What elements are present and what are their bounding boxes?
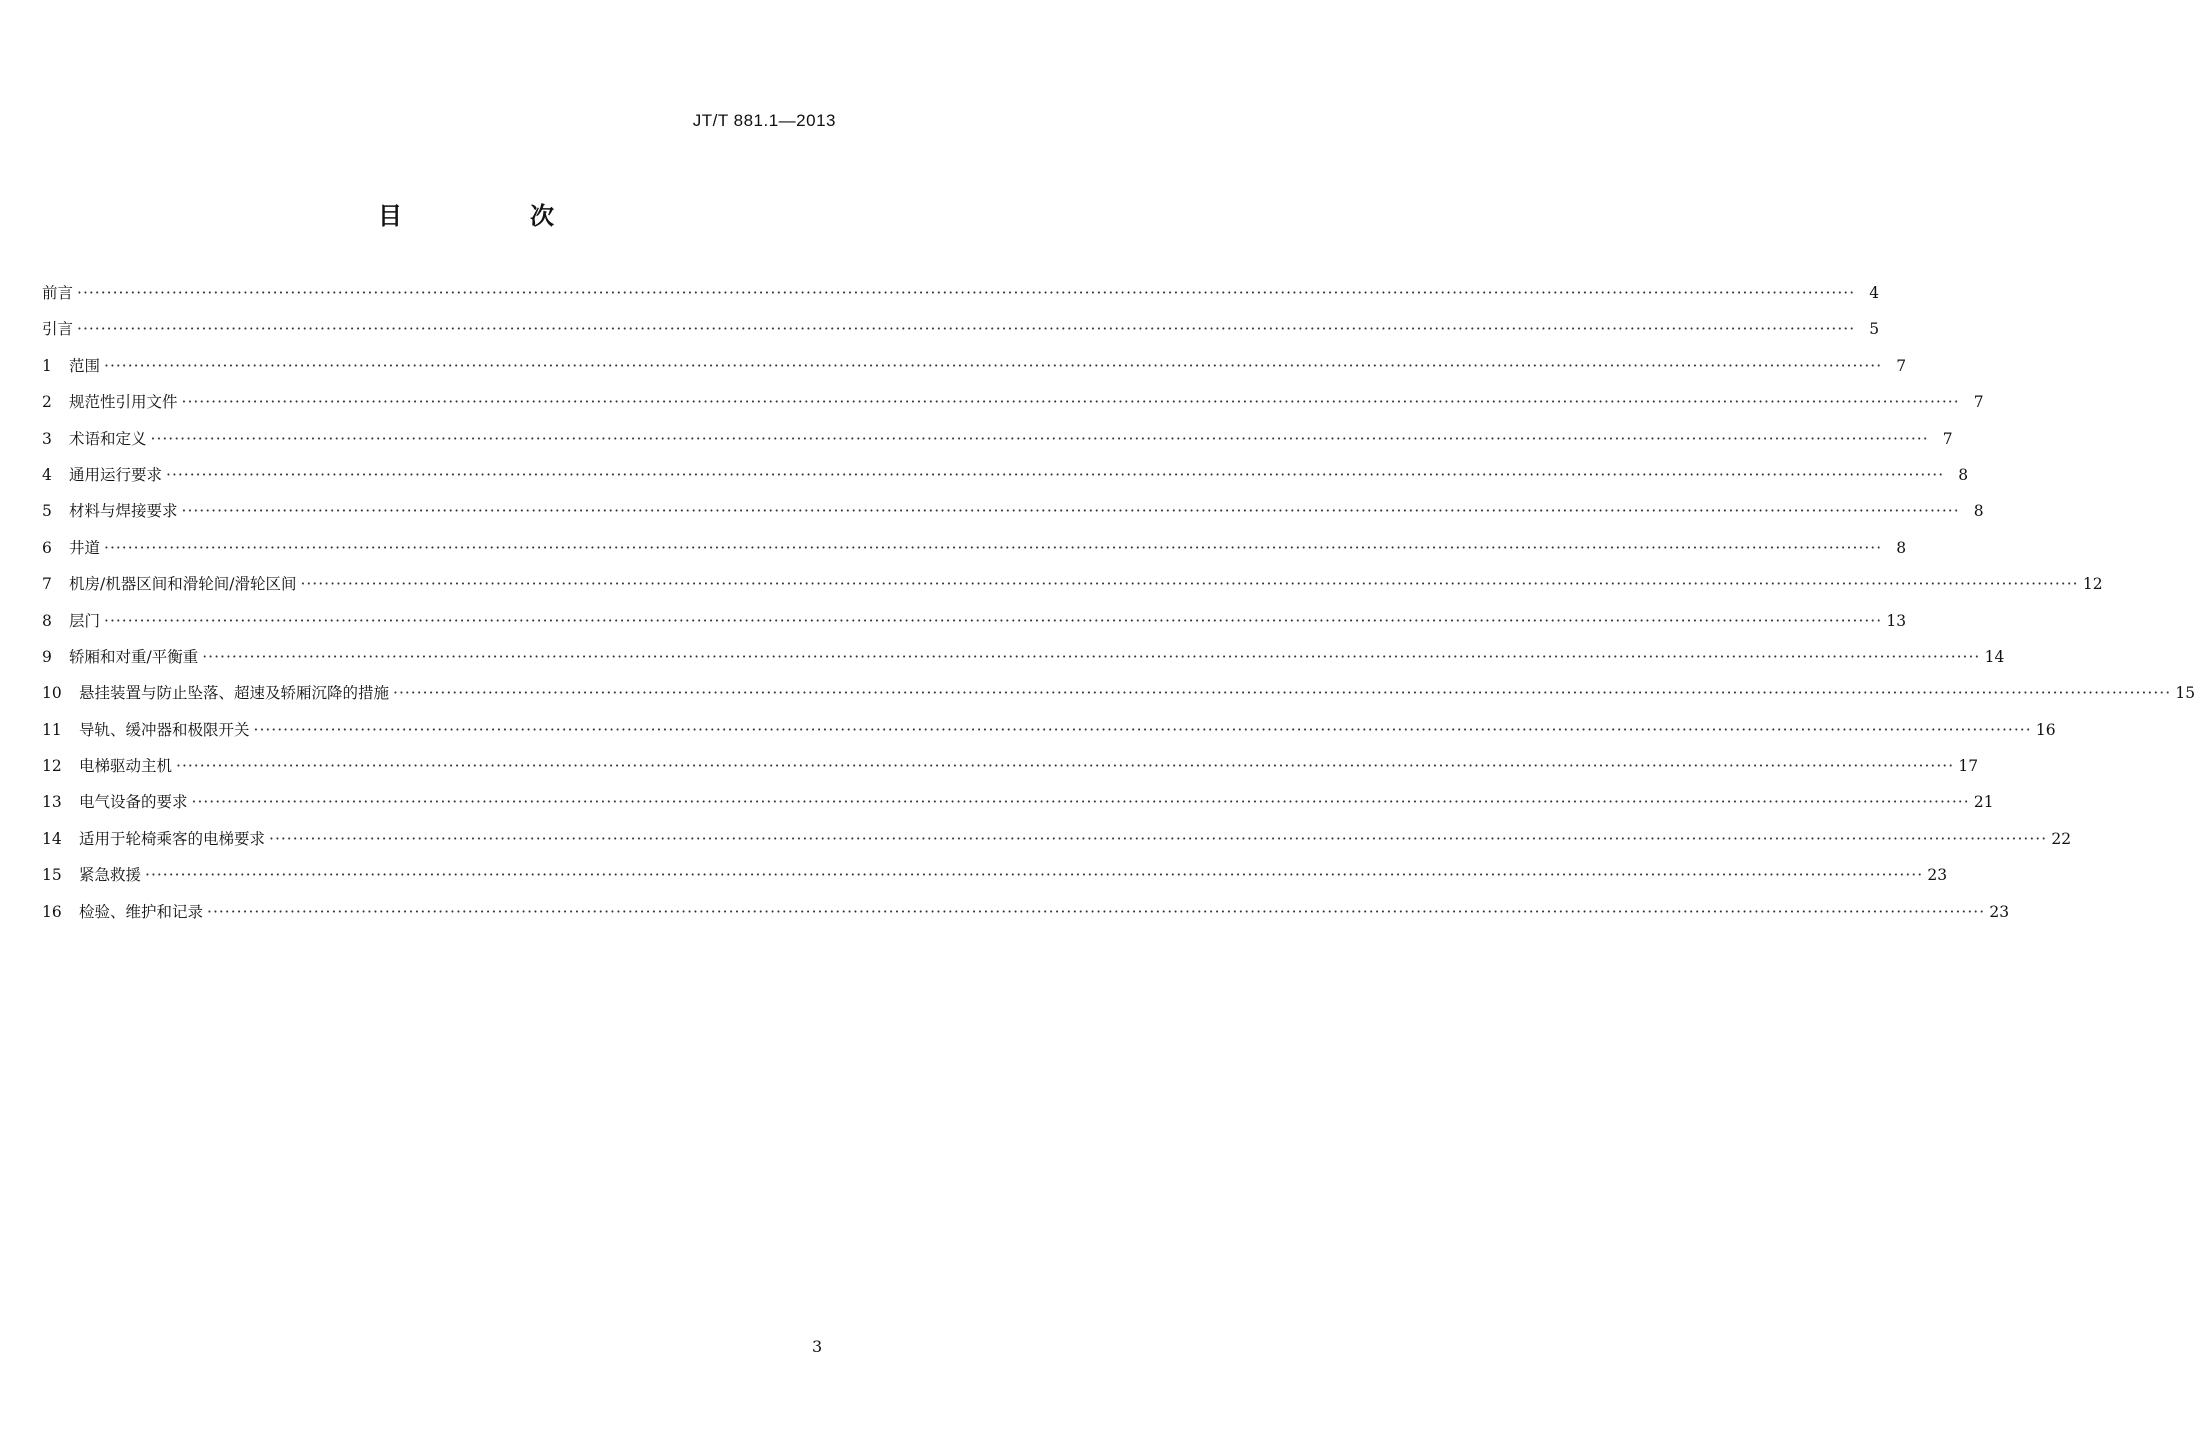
toc-entry-page: 17	[1958, 757, 1979, 776]
toc-entry-number: 1	[42, 356, 52, 375]
toc-entry-label: 电气设备的要求	[79, 793, 188, 812]
toc-dot-leader: ············································································································································································································································································································	[77, 284, 1856, 302]
toc-entry-number: 15	[42, 866, 62, 885]
toc-dot-leader: ············································································································································································································································································································	[300, 575, 2079, 594]
toc-entry-page: 13	[1886, 611, 1907, 630]
toc-dot-leader: ············································································································································································································································································································	[145, 866, 1924, 885]
toc-dot-leader: ············································································································································································································································································································	[150, 429, 1929, 448]
toc-entry-page: 5	[1869, 320, 1880, 339]
toc-dot-leader: ············································································································································································································································································································	[269, 829, 2048, 848]
toc-entry-number: 8	[42, 611, 52, 630]
toc-entry-page: 7	[1973, 393, 1984, 412]
toc-entry-number: 7	[42, 575, 52, 594]
toc-entry[interactable]	[42, 719, 2056, 755]
toc-entry-number: 5	[42, 502, 52, 521]
toc-entry-number: 12	[42, 757, 62, 776]
toc-entry[interactable]	[42, 901, 2010, 937]
toc-entry[interactable]	[42, 573, 2103, 609]
toc-entry-label: 前言	[42, 284, 74, 302]
toc-entry-label: 通用运行要求	[69, 465, 163, 484]
toc-entry[interactable]	[42, 500, 1984, 536]
toc-entry[interactable]	[42, 646, 2005, 682]
toc-entry-number: 11	[42, 720, 62, 739]
toc-title: 目 次	[378, 202, 606, 230]
toc-entry[interactable]	[42, 755, 1979, 791]
toc-entry-page: 16	[2035, 720, 2056, 739]
toc-entry-page: 8	[1973, 502, 1984, 521]
toc-entry[interactable]	[42, 391, 1984, 427]
toc-entry-page: 4	[1869, 284, 1880, 302]
toc-entry[interactable]	[42, 864, 1948, 900]
toc-entry-number: 10	[42, 684, 62, 703]
toc-entry-label: 机房/机器区间和滑轮间/滑轮区间	[69, 575, 297, 594]
toc-entry[interactable]	[42, 355, 1907, 391]
toc-entry-label: 导轨、缓冲器和极限开关	[79, 720, 250, 739]
toc-entry[interactable]	[42, 828, 2072, 864]
toc-entry-page: 23	[1927, 866, 1948, 885]
toc-entry-number: 2	[42, 393, 52, 412]
toc-entry-label: 层门	[69, 611, 101, 630]
toc-entry-page: 8	[1958, 465, 1969, 484]
toc-entry-number: 9	[42, 647, 52, 666]
toc-entry-label: 规范性引用文件	[69, 393, 178, 412]
toc-dot-leader: ············································································································································································································································································································	[77, 320, 1856, 339]
toc-dot-leader: ············································································································································································································································································································	[202, 647, 1981, 666]
table-of-contents	[42, 282, 2195, 937]
toc-entry[interactable]	[42, 282, 1880, 318]
toc-dot-leader: ············································································································································································································································································································	[393, 684, 2172, 703]
toc-entry-label: 轿厢和对重/平衡重	[69, 647, 199, 666]
toc-entry-number: 13	[42, 793, 62, 812]
toc-entry-label: 井道	[69, 538, 101, 557]
toc-dot-leader: ············································································································································································································································································································	[191, 793, 1970, 812]
toc-entry-number: 16	[42, 902, 62, 921]
toc-entry-number: 4	[42, 465, 52, 484]
page-number: 3	[812, 1337, 823, 1356]
toc-dot-leader: ············································································································································································································································································································	[176, 757, 1955, 776]
toc-dot-leader: ············································································································································································································································································································	[104, 611, 1883, 630]
toc-entry-page: 7	[1896, 356, 1907, 375]
toc-entry-label: 适用于轮椅乘客的电梯要求	[79, 829, 266, 848]
toc-entry[interactable]	[42, 610, 1907, 646]
toc-entry[interactable]	[42, 464, 1969, 500]
toc-entry[interactable]	[42, 318, 1880, 354]
toc-entry-page: 12	[2082, 575, 2103, 594]
toc-entry-label: 材料与焊接要求	[69, 502, 178, 521]
toc-entry-label: 引言	[42, 320, 74, 339]
toc-dot-leader: ············································································································································································································································································································	[253, 720, 2032, 739]
toc-entry-page: 7	[1942, 429, 1953, 448]
toc-entry-label: 电梯驱动主机	[79, 757, 173, 776]
toc-entry-page: 21	[1973, 793, 1994, 812]
document-code: JT/T 881.1—2013	[692, 111, 836, 130]
toc-entry-number: 3	[42, 429, 52, 448]
toc-entry-label: 术语和定义	[69, 429, 147, 448]
toc-entry-label: 检验、维护和记录	[79, 902, 204, 921]
toc-entry-label: 范围	[69, 356, 101, 375]
toc-entry-page: 22	[2051, 829, 2072, 848]
toc-dot-leader: ············································································································································································································································································································	[104, 538, 1883, 557]
toc-entry[interactable]	[42, 682, 2195, 718]
toc-entry[interactable]	[42, 791, 1994, 827]
toc-entry[interactable]	[42, 537, 1907, 573]
toc-entry-page: 23	[1989, 902, 2010, 921]
toc-entry-page: 15	[2175, 684, 2195, 703]
toc-entry-number: 14	[42, 829, 62, 848]
toc-dot-leader: ············································································································································································································································································································	[181, 502, 1960, 521]
toc-entry-number: 6	[42, 538, 52, 557]
toc-entry-page: 8	[1896, 538, 1907, 557]
toc-entry-label: 悬挂装置与防止坠落、超速及轿厢沉降的措施	[79, 684, 390, 703]
toc-dot-leader: ············································································································································································································································································································	[207, 902, 1986, 921]
toc-dot-leader: ············································································································································································································································································································	[166, 465, 1945, 484]
toc-dot-leader: ············································································································································································································································································································	[104, 356, 1883, 375]
toc-entry-label: 紧急救援	[79, 866, 142, 885]
toc-entry-page: 14	[1984, 647, 2005, 666]
toc-entry[interactable]	[42, 428, 1953, 464]
toc-dot-leader: ············································································································································································································································································································	[181, 393, 1960, 412]
